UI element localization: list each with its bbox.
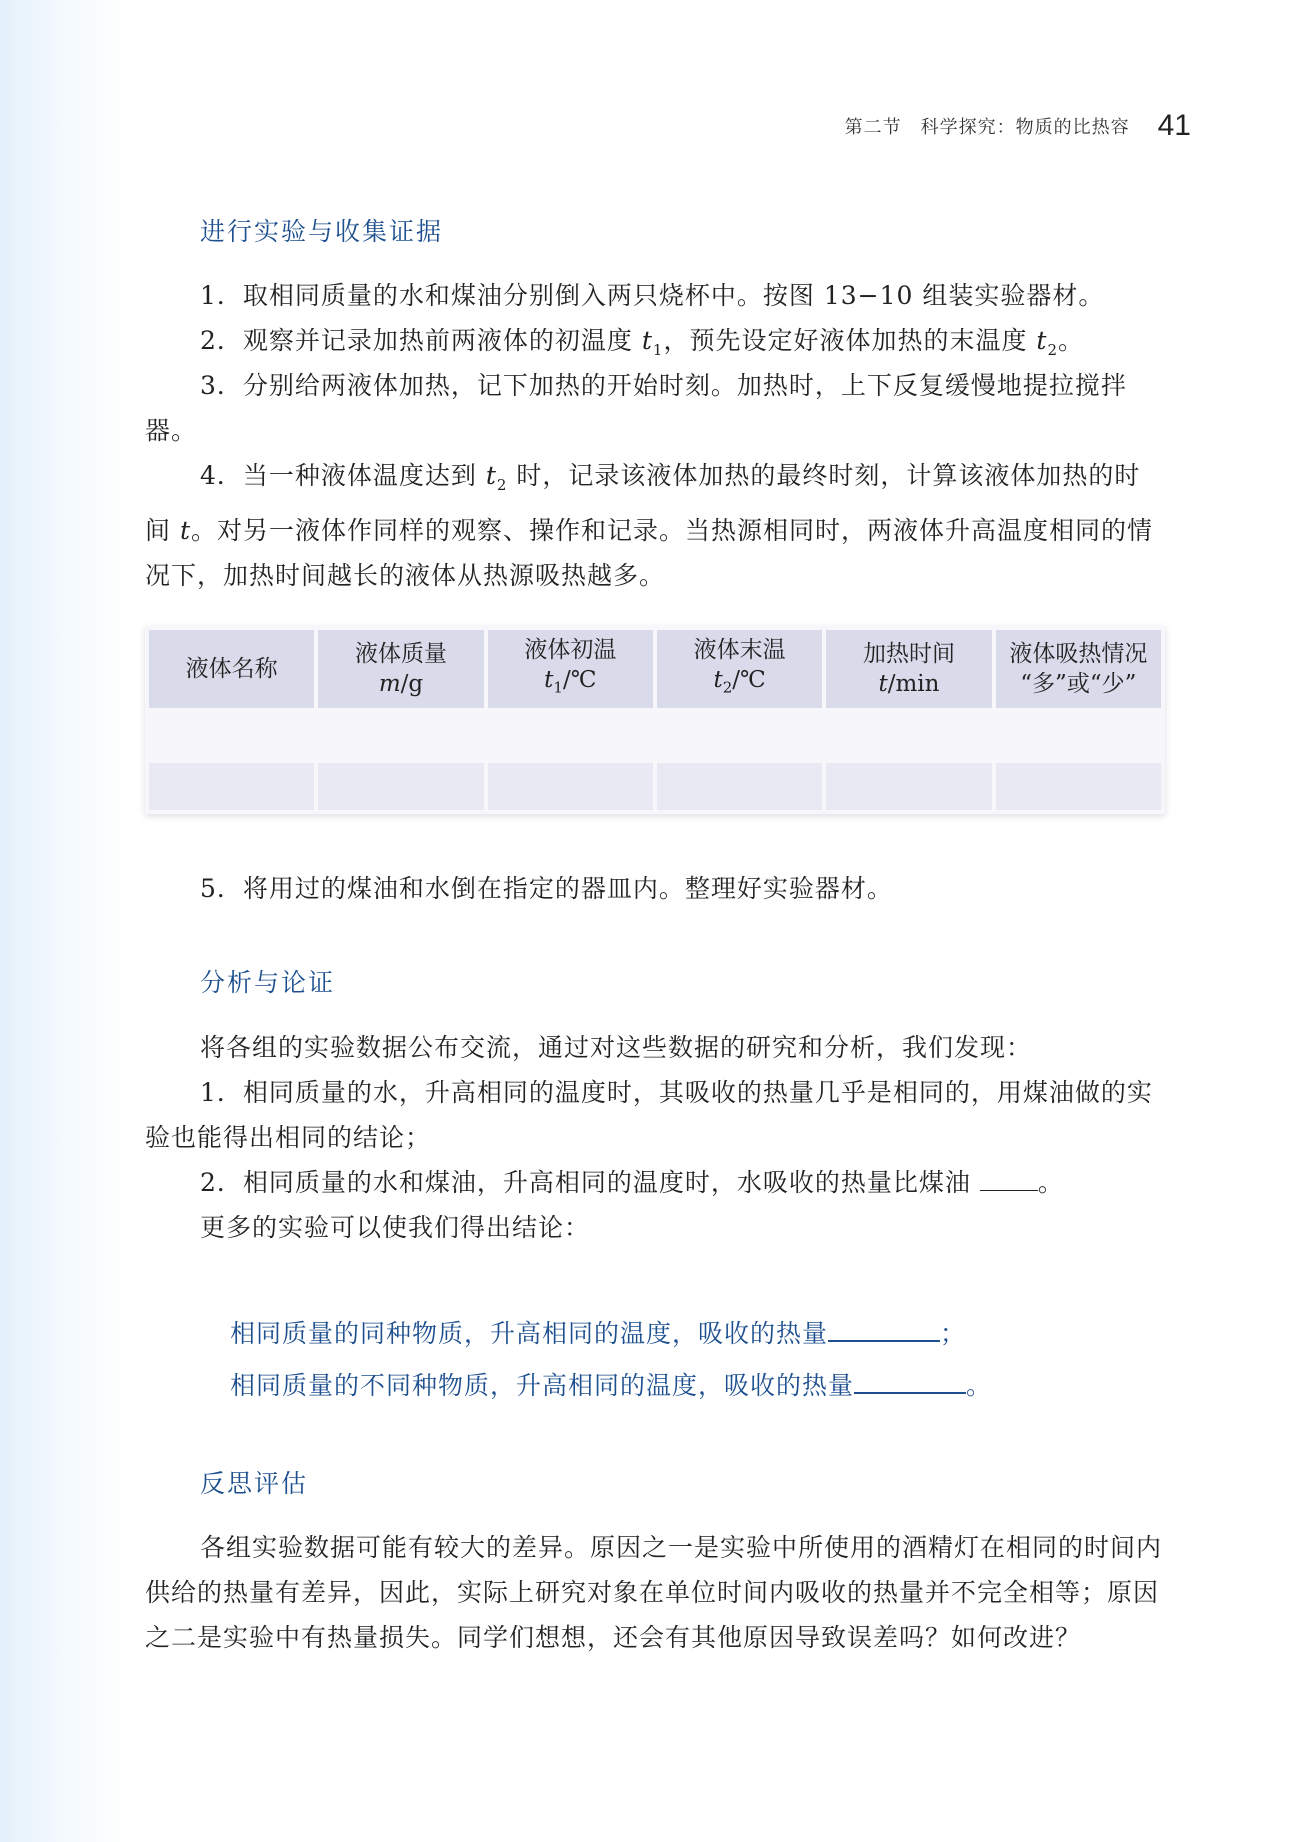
experiment-step-1: 1．取相同质量的水和煤油分别倒入两只烧杯中。按图 13−10 组装实验器材。 (200, 281, 1105, 310)
table-cell[interactable] (149, 763, 314, 810)
table-header-cell: 液体名称 (149, 630, 314, 708)
table-cell[interactable] (826, 763, 991, 810)
page-header (845, 106, 1191, 142)
conclusion-line-2: 相同质量的不同种物质，升高相同的温度，吸收的热量 。 (230, 1371, 993, 1400)
table-header-cell: 加热时间 t/min (826, 630, 991, 708)
table-cell[interactable] (488, 763, 653, 810)
table-row (149, 763, 1161, 810)
conclusion-box (230, 1308, 1130, 1412)
fill-in-blank[interactable] (854, 1370, 966, 1394)
fill-in-blank[interactable] (980, 1170, 1038, 1191)
analysis-intro: 将各组的实验数据公布交流，通过对这些数据的研究和分析，我们发现： (200, 1033, 1033, 1062)
table-header-cell: 液体质量 m/g (318, 630, 483, 708)
analysis-point-2: 2．相同质量的水和煤油，升高相同的温度时，水吸收的热量比煤油 。 (200, 1168, 1064, 1197)
section-heading-reflection: 反思评估 (200, 1469, 309, 1498)
table-cell[interactable] (488, 712, 653, 759)
fill-in-blank[interactable] (828, 1318, 940, 1342)
table-cell[interactable] (318, 763, 483, 810)
table-cell[interactable] (657, 763, 822, 810)
experiment-step-5: 5．将用过的煤油和水倒在指定的器皿内。整理好实验器材。 (200, 874, 893, 903)
experiment-step-3: 3．分别给两液体加热，记下加热的开始时刻。加热时，上下反复缓慢地提拉搅拌器。 (145, 371, 1127, 445)
experiment-step-2: 2．观察并记录加热前两液体的初温度 $t_1$，预先设定好液体加热的末温度 $t_2$。 (200, 326, 1085, 359)
reflection-body: 各组实验数据可能有较大的差异。原因之一是实验中所使用的酒精灯在相同的时间内供给的热量有差异，因此，实际上研究对象在单位时间内吸收的热量并不完全相等；原因之二是实验中有热量损失。同学们想想，还会有其他原因导致误差吗？如何改进？ (145, 1533, 1163, 1652)
table-row (149, 712, 1161, 759)
data-table (145, 626, 1165, 814)
table-cell[interactable] (996, 712, 1161, 759)
conclusion-line-1: 相同质量的同种物质，升高相同的温度，吸收的热量 ； (230, 1319, 967, 1348)
table-header-cell: 液体末温 $t_2/℃$ (657, 630, 822, 708)
table-header-row (149, 630, 1161, 708)
table-header-cell: 液体吸热情况 “多”或“少” (996, 630, 1161, 708)
analysis-point-1: 1．相同质量的水，升高相同的温度时，其吸收的热量几乎是相同的，用煤油做的实验也能得出相同的结论； (145, 1078, 1153, 1152)
table-cell[interactable] (149, 712, 314, 759)
table-cell[interactable] (657, 712, 822, 759)
table-cell[interactable] (318, 712, 483, 759)
table-header-cell: 液体初温 $t_1/℃$ (488, 630, 653, 708)
section-heading-experiment: 进行实验与收集证据 (200, 217, 444, 246)
table-cell[interactable] (996, 763, 1161, 810)
chapter-section-title: 第二节 科学探究：物质的比热容 (844, 117, 1130, 138)
experiment-step-4: 4．当一种液体温度达到 $t_2$ 时，记录该液体加热的最终时刻，计算该液体加热的时间 t。对另一液体作同样的观察、操作和记录。当热源相同时，两液体升高温度相同的情况下，加热时间越长的液体从热源吸热越多。 (145, 461, 1154, 590)
table-cell[interactable] (826, 712, 991, 759)
analysis-more: 更多的实验可以使我们得出结论： (200, 1213, 591, 1242)
page-number: 41 (1157, 109, 1191, 142)
section-heading-analysis: 分析与论证 (200, 968, 336, 997)
